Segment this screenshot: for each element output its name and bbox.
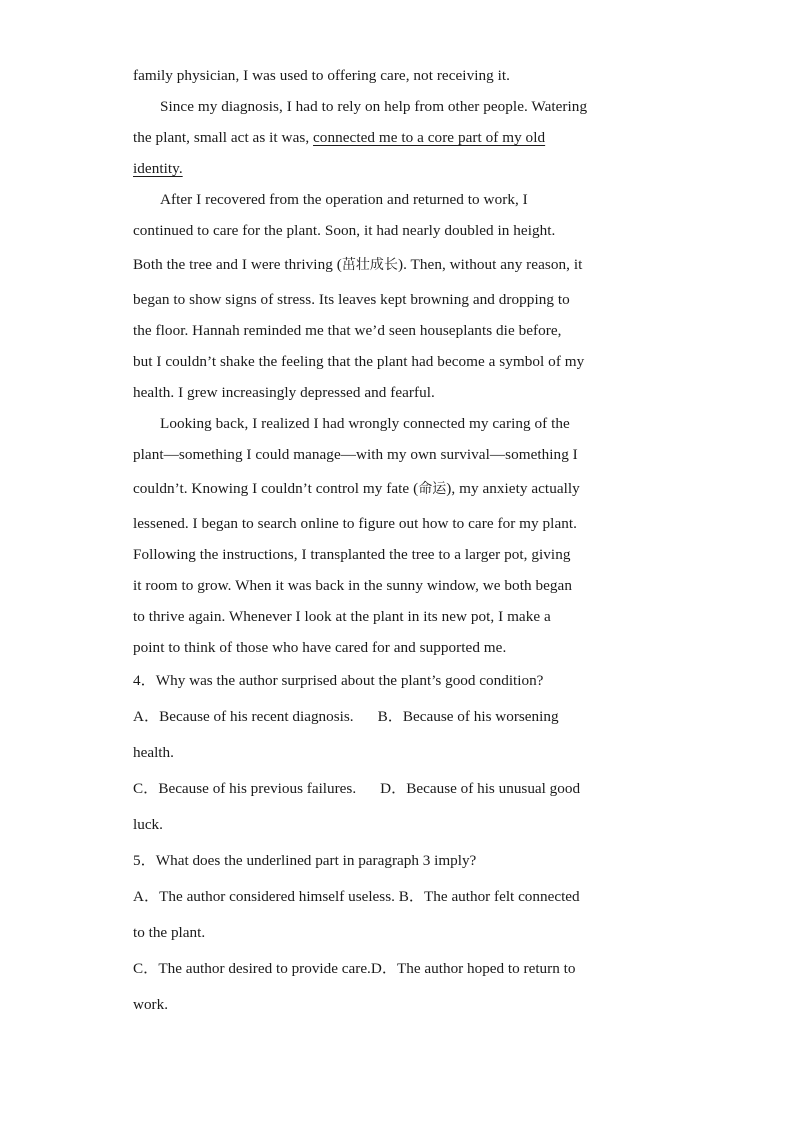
passage-line: lessened. I began to search online to figure out how to care for my plant. <box>133 515 577 532</box>
option-b[interactable]: B．Because of his worsening <box>377 708 559 725</box>
question-5-options-cd[interactable]: C．The author desired to provide care.D．The author hoped to return to <box>133 960 576 977</box>
passage-line: plant—something I could manage—with my own survival—something I <box>133 446 578 463</box>
option-a[interactable]: A．Because of his recent diagnosis. <box>133 708 354 725</box>
question-4-options-row-1 <box>133 699 663 735</box>
passage-line <box>133 122 663 153</box>
passage-line: point to think of those who have cared for and supported me. <box>133 639 507 656</box>
passage-text: ). Then, without any reason, it <box>398 256 583 273</box>
passage-line: the floor. Hannah reminded me that we’d seen houseplants die before, <box>133 322 562 339</box>
option-b-continuation: health. <box>133 744 174 761</box>
option-c[interactable]: C．Because of his previous failures. <box>133 780 357 797</box>
option-d-continuation: work. <box>133 996 169 1013</box>
chinese-gloss: 命运 <box>418 481 447 497</box>
passage-line <box>133 246 663 284</box>
passage-text: ), my anxiety actually <box>446 480 580 497</box>
passage-text: the plant, small act as it was, <box>133 129 314 146</box>
passage-line: Since my diagnosis, I had to rely on help from other people. Watering <box>160 98 588 115</box>
passage-line: health. I grew increasingly depressed and fearful. <box>133 384 435 401</box>
passage-line: it room to grow. When it was back in the sunny window, we both began <box>133 577 572 594</box>
passage-line: continued to care for the plant. Soon, it had nearly doubled in height. <box>133 222 556 239</box>
passage-line <box>133 153 663 184</box>
question-4-options-row-2 <box>133 771 663 807</box>
underlined-text: identity. <box>133 160 183 177</box>
reading-passage <box>133 60 663 1023</box>
passage-line: but I couldn’t shake the feeling that the plant had become a symbol of my <box>133 353 585 370</box>
passage-line <box>133 470 663 508</box>
passage-line: family physician, I was used to offering care, not receiving it. <box>133 67 511 84</box>
passage-line: Looking back, I realized I had wrongly connected my caring of the <box>160 415 570 432</box>
passage-text: couldn’t. Knowing I couldn’t control my fate ( <box>133 480 419 497</box>
underlined-text: connected me to a core part of my old <box>313 129 546 146</box>
question-5-options-ab[interactable]: A．The author considered himself useless. B．The author felt connected <box>133 888 580 905</box>
passage-line: Following the instructions, I transplanted the tree to a larger pot, giving <box>133 546 571 563</box>
passage-text: Both the tree and I were thriving ( <box>133 256 342 273</box>
option-d[interactable]: D．Because of his unusual good <box>380 780 581 797</box>
passage-line: to thrive again. Whenever I look at the plant in its new pot, I make a <box>133 608 551 625</box>
option-b-continuation: to the plant. <box>133 924 206 941</box>
passage-line: After I recovered from the operation and returned to work, I <box>160 191 528 208</box>
option-d-continuation: luck. <box>133 816 163 833</box>
chinese-gloss: 茁壮成长 <box>341 257 399 273</box>
passage-line: began to show signs of stress. Its leaves kept browning and dropping to <box>133 291 570 308</box>
question-4-stem: 4．Why was the author surprised about the plant’s good condition? <box>133 672 544 689</box>
question-5-stem: 5．What does the underlined part in paragraph 3 imply? <box>133 852 477 869</box>
